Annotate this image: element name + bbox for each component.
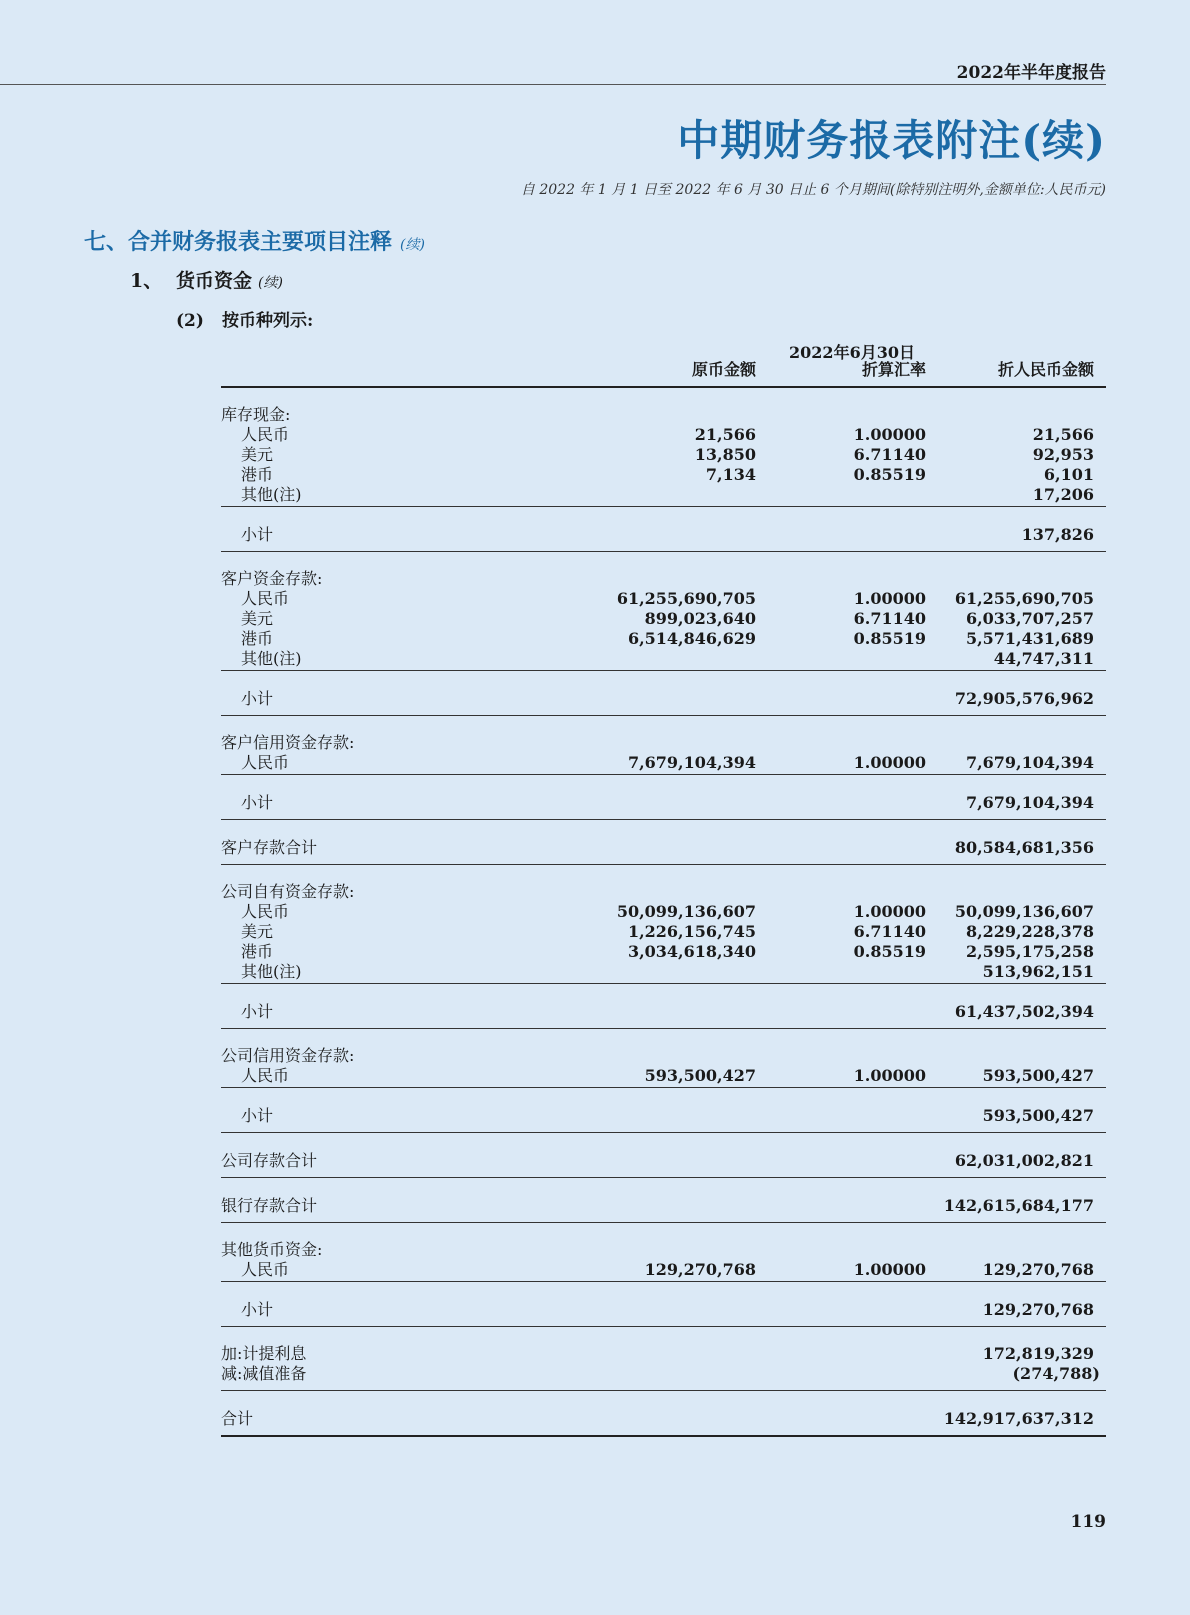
col-original-amount: 原币金额 <box>691 360 756 379</box>
table-row: 人民币 7,679,104,394 1.00000 7,679,104,394 <box>241 753 1094 772</box>
report-name: 2022年半年度报告 <box>956 63 1106 83</box>
header-rule <box>0 84 1106 85</box>
client-credit-block <box>221 716 1106 775</box>
sub-subsection-title: 按币种列示: <box>222 311 314 331</box>
group-label: 其他货币资金: <box>221 1240 323 1259</box>
period-subtitle: 自 2022 年 1 月 1 日至 2022 年 6 月 30 日止 6 个月期间(除特别注明外,金额单位:人民币元) <box>520 182 1106 198</box>
table-row: 人民币 50,099,136,607 1.00000 50,099,136,607 <box>241 902 1094 921</box>
group-label: 公司自有资金存款: <box>221 882 355 901</box>
subtotal-row: 小计 61,437,502,394 <box>221 984 1106 1029</box>
subsection-heading <box>130 266 283 293</box>
subtotal-row: 小计 72,905,576,962 <box>221 671 1106 716</box>
table-row: 人民币 129,270,768 1.00000 129,270,768 <box>241 1260 1094 1279</box>
sub-subsection-number: (2) <box>176 311 204 331</box>
company-credit-block <box>221 1029 1106 1088</box>
grand-total-row: 合计 142,917,637,312 <box>221 1391 1106 1437</box>
col-rmb-amount: 折人民币金额 <box>997 360 1094 379</box>
table-row: 港币 7,134 0.85519 6,101 <box>241 465 1094 484</box>
currency-table <box>221 338 1106 1437</box>
other-funds-block <box>221 1223 1106 1282</box>
client-deposit-block <box>221 552 1106 671</box>
table-header <box>221 338 1106 388</box>
subtotal-row: 小计 129,270,768 <box>221 1282 1106 1327</box>
subtotal-row: 小计 137,826 <box>221 507 1106 552</box>
section-cont: (续) <box>400 237 425 253</box>
subsection-number: 1、 <box>130 270 163 292</box>
table-row: 港币 6,514,846,629 0.85519 5,571,431,689 <box>241 629 1094 648</box>
table-row: 加:计提利息 172,819,329 <box>221 1344 1094 1363</box>
table-row: 人民币 21,566 1.00000 21,566 <box>241 425 1094 444</box>
sub-subsection-heading <box>176 306 313 331</box>
table-row: 人民币 61,255,690,705 1.00000 61,255,690,705 <box>241 589 1094 608</box>
table-row: 减:减值准备 (274,788) <box>221 1364 1100 1383</box>
cash-block <box>221 388 1106 507</box>
table-row: 其他(注) 44,747,311 <box>241 649 1094 668</box>
table-row: 港币 3,034,618,340 0.85519 2,595,175,258 <box>241 942 1094 961</box>
page-number: 119 <box>1070 1512 1106 1532</box>
group-label: 客户信用资金存款: <box>221 733 355 752</box>
table-row: 美元 899,023,640 6.71140 6,033,707,257 <box>241 609 1094 628</box>
bank-total-row: 银行存款合计 142,615,684,177 <box>221 1178 1106 1223</box>
group-label: 公司信用资金存款: <box>221 1046 355 1065</box>
page-title: 中期财务报表附注(续) <box>677 116 1106 165</box>
subtotal-row: 小计 593,500,427 <box>221 1088 1106 1133</box>
col-exchange-rate: 折算汇率 <box>861 360 926 379</box>
subtotal-row: 小计 7,679,104,394 <box>221 775 1106 820</box>
table-row: 人民币 593,500,427 1.00000 593,500,427 <box>241 1066 1094 1085</box>
group-label: 客户资金存款: <box>221 569 323 588</box>
section-title: 七、合并财务报表主要项目注释 <box>84 229 393 255</box>
company-deposit-block <box>221 865 1106 984</box>
company-total-row: 公司存款合计 62,031,002,821 <box>221 1133 1106 1178</box>
table-row: 其他(注) 513,962,151 <box>241 962 1094 981</box>
adjustments-block <box>221 1327 1106 1391</box>
table-row: 其他(注) 17,206 <box>241 485 1094 504</box>
section-heading <box>84 225 425 256</box>
subsection-cont: (续) <box>258 275 283 291</box>
subsection-title: 货币资金 <box>176 270 253 292</box>
table-row: 美元 13,850 6.71140 92,953 <box>241 445 1094 464</box>
client-total-row: 客户存款合计 80,584,681,356 <box>221 820 1106 865</box>
group-label: 库存现金: <box>221 405 291 424</box>
date-header: 2022年6月30日 <box>789 343 915 362</box>
table-row: 美元 1,226,156,745 6.71140 8,229,228,378 <box>241 922 1094 941</box>
